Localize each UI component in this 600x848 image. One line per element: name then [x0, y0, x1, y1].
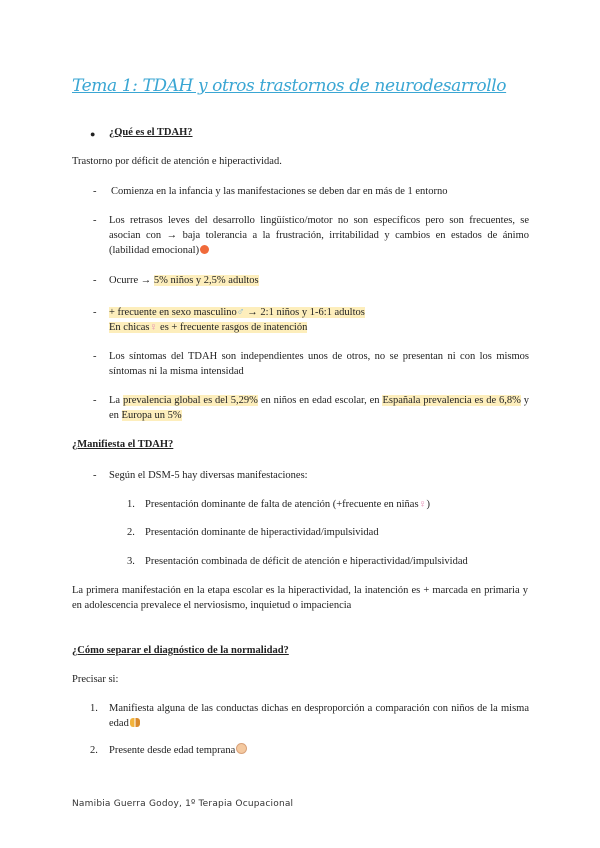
dash-icon: -: [93, 307, 97, 318]
dash-icon: -: [93, 186, 97, 197]
dash-icon: -: [93, 275, 97, 286]
female-symbol-icon: ♀: [149, 322, 158, 334]
arrow-icon: →: [247, 307, 258, 318]
arrow-icon: →: [140, 275, 152, 286]
item2-text-a: Los retrasos leves del desarrollo lingüístico/motor no son específicos pero son frecuentes, se asocian con: [109, 215, 529, 242]
list-item-5: Los síntomas del TDAH son independientes unos de otros, no se presentan ni con los mismos síntomas ni la misma intensidad: [109, 351, 529, 378]
list-number: 1.: [127, 499, 135, 510]
arrow-icon: →: [166, 230, 178, 242]
item2-text-b: baja tolerancia a la frustración, irritabilidad y cambios en estados de ánimo (labilidad emocional): [109, 230, 530, 257]
flushed-face-icon: [200, 245, 209, 254]
list-item-1: Comienza en la infancia y las manifestaciones se deben dar en más de 1 entorno: [111, 186, 448, 197]
dash-icon: -: [93, 215, 97, 226]
male-symbol-icon: ♂: [236, 307, 245, 318]
item6-highlight-europa: Europa un 5%: [121, 410, 182, 422]
item4-line2: [109, 320, 529, 335]
item4-highlight-a: + frecuente en sexo masculino♂ → 2:1 niños y 1-6:1 adultos: [109, 307, 365, 318]
female-symbol-icon: ♀: [418, 499, 427, 510]
list-number: 3.: [127, 556, 135, 567]
dash-icon: -: [93, 351, 97, 362]
list-item-4: [109, 305, 529, 335]
page-footer: Namibia Guerra Godoy, 1º Terapia Ocupacional: [72, 799, 294, 809]
list-item-3: [109, 273, 529, 288]
page-title: Tema 1: TDAH y otros trastornos de neurodesarrollo: [72, 76, 507, 96]
list-number: 2.: [127, 527, 135, 538]
list-number: 1.: [90, 703, 98, 714]
section-heading-diagnostico: ¿Cómo separar el diagnóstico de la normalidad?: [72, 645, 289, 656]
item3-text-a: Ocurre: [109, 275, 139, 286]
section-heading-manifiesta: ¿Manifiesta el TDAH?: [72, 439, 174, 450]
item4-highlight-b: En chicas♀ es + frecuente rasgos de inatención: [109, 322, 308, 334]
diagnosis-item-2: Presente desde edad temprana: [109, 743, 247, 758]
item6-highlight-espana: Españala prevalencia es de 6,8%: [382, 395, 521, 406]
manifestation-item-3: Presentación combinada de déficit de atención e hiperactividad/impulsividad: [145, 556, 468, 567]
item6-highlight-global: prevalencia global es del 5,29%: [122, 395, 258, 406]
manifestation-item-1: Presentación dominante de falta de atención (+frecuente en niñas♀): [145, 499, 430, 510]
section2-paragraph: La primera manifestación en la etapa escolar es la hiperactividad, la inatención es + marcada en primaria y en adolescencia prevalece el nerviosismo, inquietud o impaciencia: [72, 585, 528, 612]
item4-line1: [109, 305, 529, 320]
section3-intro: Precisar si:: [72, 674, 119, 685]
section2-intro: Según el DSM-5 hay diversas manifestaciones:: [109, 470, 308, 481]
children-icon: [130, 718, 140, 727]
manifestation-item-2: Presentación dominante de hiperactividad/impulsividad: [145, 527, 379, 538]
list-item-2: [109, 213, 529, 259]
definition-text: Trastorno por déficit de atención e hiperactividad.: [72, 156, 282, 167]
dash-icon: -: [93, 470, 97, 481]
section-heading-que-es: ¿Qué es el TDAH?: [109, 127, 193, 138]
diagnosis-item-1: Manifiesta alguna de las conductas dichas en desproporción a comparación con niños de la misma edad: [109, 703, 529, 730]
list-number: 2.: [90, 745, 98, 756]
bullet-icon: ●: [90, 129, 96, 139]
item3-highlight: 5% niños y 2,5% adultos: [153, 275, 259, 286]
baby-icon: [236, 743, 247, 754]
dash-icon: -: [93, 395, 97, 406]
list-item-6: La prevalencia global es del 5,29% en niños en edad escolar, en Españala prevalencia es de 6,8% y en Europa un 5%: [109, 395, 530, 422]
